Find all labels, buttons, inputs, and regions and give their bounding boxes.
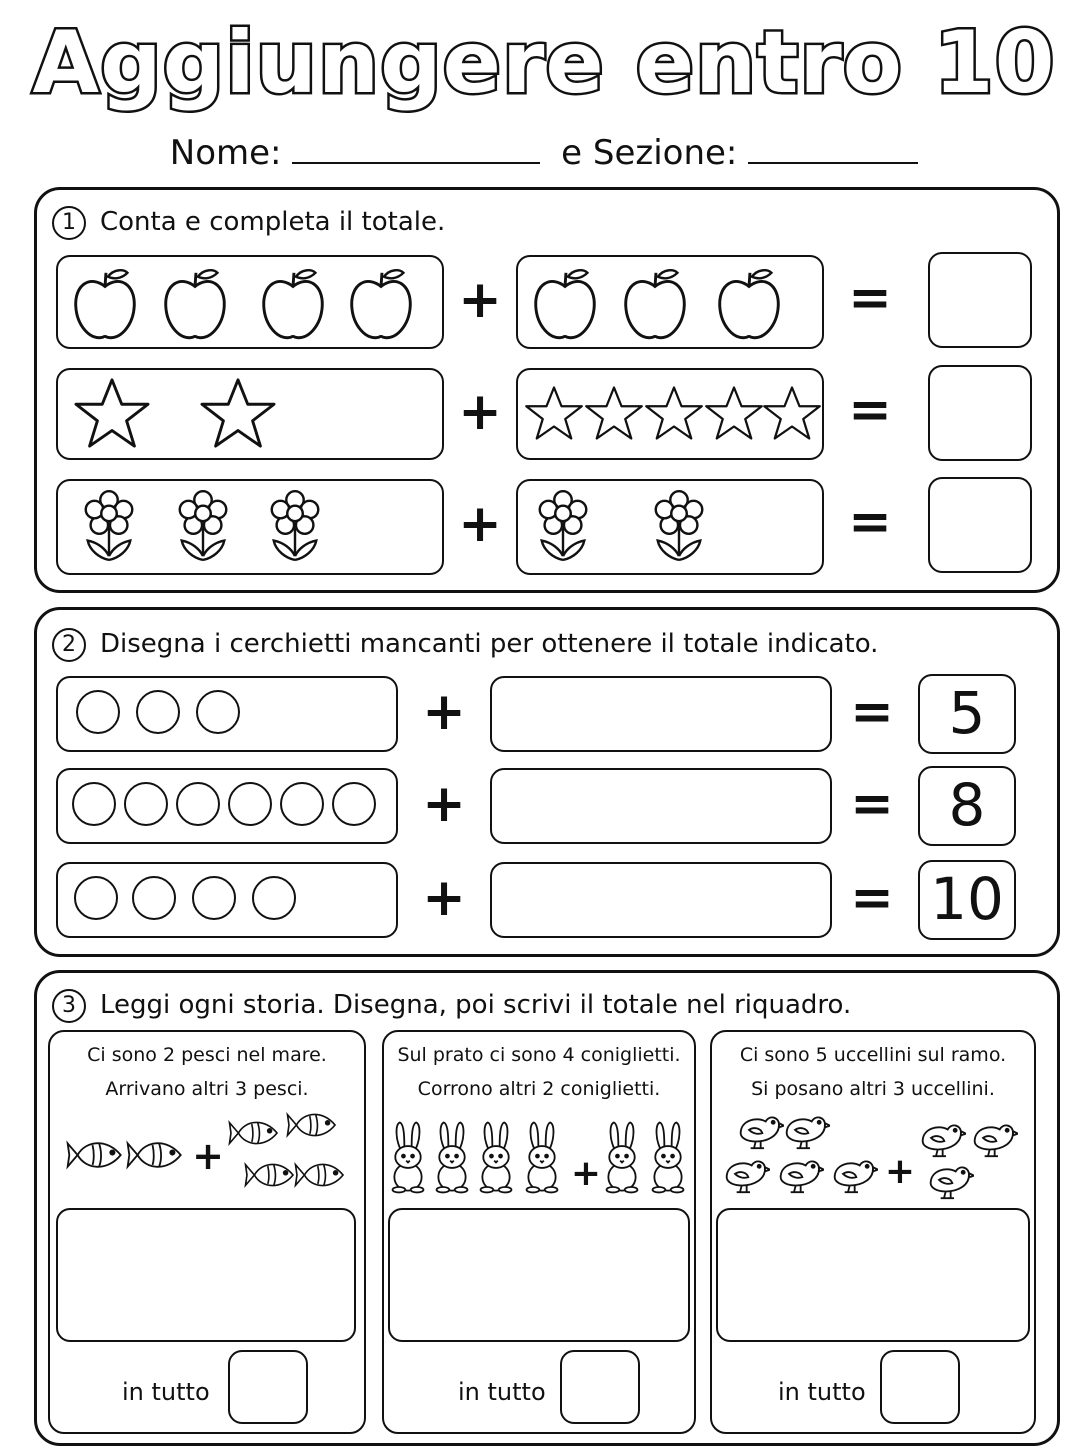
story-line: Ci sono 5 uccellini sul ramo. [739, 1044, 1007, 1066]
circle-mark [72, 782, 116, 826]
drawing-box[interactable] [490, 676, 832, 752]
plus-sign: + [422, 682, 466, 742]
fish-icon [286, 1108, 338, 1142]
page-title: Aggiungere entro 10 [32, 13, 1056, 113]
name-line [0, 130, 1088, 176]
equals-sign: = [850, 682, 894, 742]
drawing-area[interactable] [56, 1208, 356, 1342]
star-icon [198, 376, 278, 450]
plus-sign: + [570, 1153, 602, 1194]
section-2-heading [52, 626, 878, 662]
circle-mark [280, 782, 324, 826]
fish-icon [244, 1158, 296, 1192]
story-card [710, 1030, 1036, 1434]
total-answer-box[interactable] [228, 1350, 308, 1424]
bird-icon [924, 1158, 974, 1200]
circles-box [56, 862, 398, 938]
bird-icon [968, 1116, 1018, 1158]
bird-icon [720, 1152, 770, 1194]
star-icon [704, 384, 764, 442]
bird-icon [734, 1108, 784, 1150]
plus-sign: + [422, 868, 466, 928]
in-tutto-label: in tutto [458, 1378, 546, 1406]
section-number-badge: 2 [52, 628, 86, 662]
section-2-instruction: Disegna i cerchietti mancanti per ottenere il totale indicato. [100, 629, 879, 659]
fish-icon [126, 1136, 184, 1174]
total-answer-box[interactable] [880, 1350, 960, 1424]
star-icon [644, 384, 704, 442]
answer-box[interactable] [928, 365, 1032, 461]
left-count-box [56, 479, 444, 575]
plus-sign: + [884, 1151, 916, 1192]
section-3-heading [52, 987, 851, 1023]
equals-sign: = [848, 268, 892, 328]
drawing-box[interactable] [490, 862, 832, 938]
fish-icon [228, 1116, 280, 1150]
drawing-area[interactable] [716, 1208, 1030, 1342]
circle-mark [228, 782, 272, 826]
star-icon [72, 376, 152, 450]
plus-sign: + [192, 1134, 224, 1178]
plus-sign: + [458, 382, 502, 442]
bird-icon [916, 1116, 966, 1158]
story-line: Arrivano altri 3 pesci. [105, 1078, 309, 1100]
apple-icon [714, 265, 784, 343]
answer-box[interactable] [928, 252, 1032, 348]
flower-icon [648, 487, 710, 567]
circles-box [56, 768, 398, 844]
apple-icon [258, 265, 328, 343]
equals-sign: = [850, 774, 894, 834]
target-total: 8 [918, 766, 1016, 846]
right-count-box [516, 479, 824, 575]
bird-icon [780, 1108, 830, 1150]
fish-icon [66, 1136, 124, 1174]
story-line: Sul prato ci sono 4 coniglietti. [397, 1044, 681, 1066]
circle-mark [252, 876, 296, 920]
flower-icon [172, 487, 234, 567]
rabbit-icon [388, 1120, 428, 1194]
circle-mark [176, 782, 220, 826]
rabbit-icon [648, 1120, 688, 1194]
rabbit-icon [476, 1120, 516, 1194]
total-answer-box[interactable] [560, 1350, 640, 1424]
story-card [382, 1030, 696, 1434]
apple-icon [620, 265, 690, 343]
left-count-box [56, 255, 444, 349]
circle-mark [196, 690, 240, 734]
plus-sign: + [458, 270, 502, 330]
story-card [48, 1030, 366, 1434]
apple-icon [160, 265, 230, 343]
equals-sign: = [848, 380, 892, 440]
rabbit-icon [602, 1120, 642, 1194]
target-total: 10 [918, 860, 1016, 940]
apple-icon [70, 265, 140, 343]
plus-sign: + [458, 494, 502, 554]
story-line: Si posano altri 3 uccellini. [751, 1078, 995, 1100]
circle-mark [124, 782, 168, 826]
circles-box [56, 676, 398, 752]
circle-mark [74, 876, 118, 920]
equals-sign: = [850, 868, 894, 928]
circle-mark [332, 782, 376, 826]
left-count-box [56, 368, 444, 460]
target-total: 5 [918, 674, 1016, 754]
in-tutto-label: in tutto [122, 1378, 210, 1406]
star-icon [584, 384, 644, 442]
section-number-badge: 1 [52, 206, 86, 240]
apple-icon [530, 265, 600, 343]
story-line: Ci sono 2 pesci nel mare. [87, 1044, 327, 1066]
drawing-box[interactable] [490, 768, 832, 844]
in-tutto-label: in tutto [778, 1378, 866, 1406]
bird-icon [774, 1152, 824, 1194]
section-1-instruction: Conta e completa il totale. [100, 207, 446, 237]
answer-box[interactable] [928, 477, 1032, 573]
circle-mark [132, 876, 176, 920]
rabbit-icon [432, 1120, 472, 1194]
story-line: Corrono altri 2 coniglietti. [417, 1078, 661, 1100]
circle-mark [192, 876, 236, 920]
fish-icon [294, 1158, 346, 1192]
drawing-area[interactable] [388, 1208, 690, 1342]
right-count-box [516, 255, 824, 349]
name-label: Nome: [169, 133, 282, 173]
flower-icon [264, 487, 326, 567]
plus-sign: + [422, 774, 466, 834]
section-number-badge: 3 [52, 989, 86, 1023]
name-field[interactable] [292, 132, 540, 164]
section-3-instruction: Leggi ogni storia. Disegna, poi scrivi il totale nel riquadro. [100, 990, 852, 1020]
circle-mark [136, 690, 180, 734]
apple-icon [346, 265, 416, 343]
flower-icon [532, 487, 594, 567]
circle-mark [76, 690, 120, 734]
section-field[interactable] [748, 132, 918, 164]
equals-sign: = [848, 492, 892, 552]
right-count-box [516, 368, 824, 460]
section-1-heading [52, 204, 445, 240]
star-icon [524, 384, 584, 442]
flower-icon [78, 487, 140, 567]
star-icon [762, 384, 822, 442]
section-label: e Sezione: [561, 133, 738, 173]
